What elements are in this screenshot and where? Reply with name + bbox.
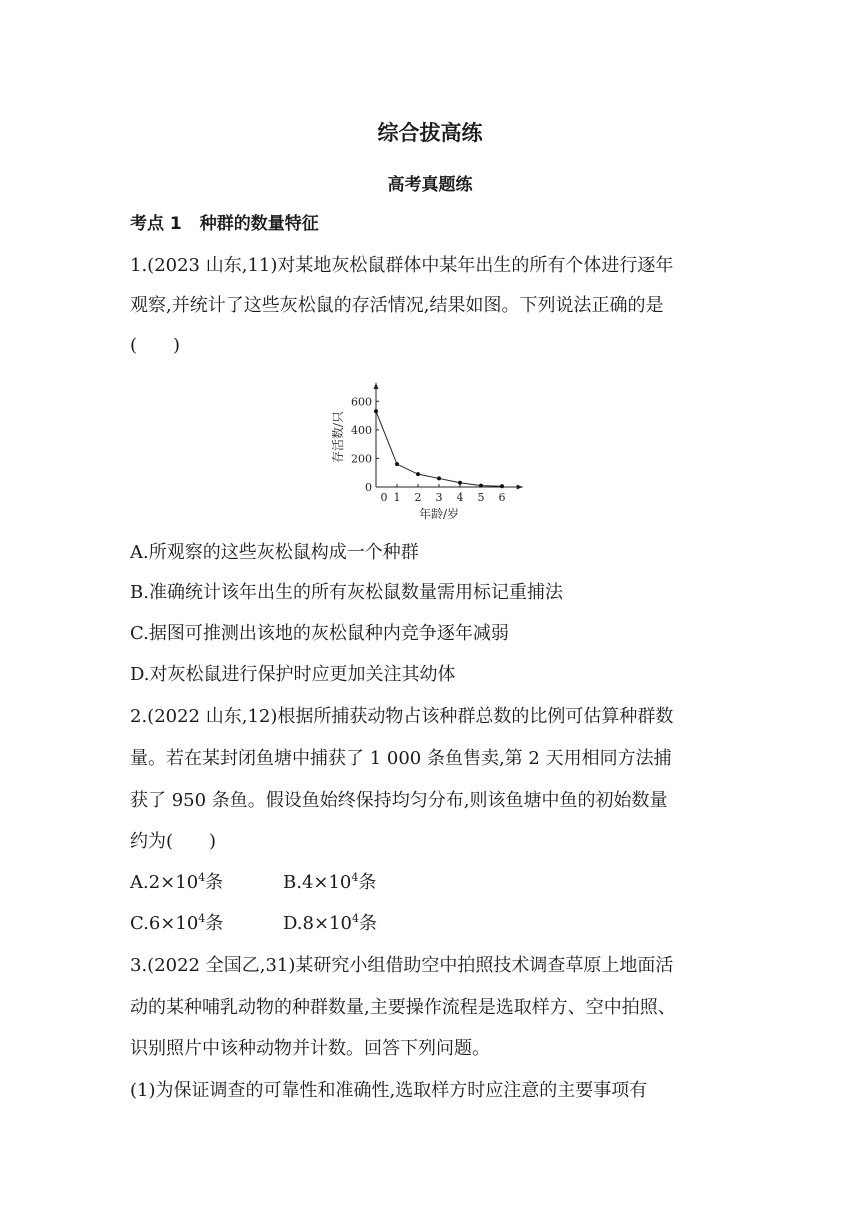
y-tick-label: 0 — [365, 481, 372, 494]
q1-option-c: C.据图可推测出该地的灰松鼠种内竞争逐年减弱 — [130, 623, 509, 644]
x-tick-label: 3 — [435, 491, 443, 504]
x-tick-label: 1 — [393, 491, 401, 504]
y-tick-label: 400 — [351, 423, 372, 437]
data-point — [500, 484, 504, 488]
section-name: 种群的数量特征 — [199, 214, 319, 234]
x-tick-label: 4 — [456, 491, 464, 504]
q3-stem-line-2: 动的某种哺乳动物的种群数量,主要操作流程是选取样方、空中拍照、 — [130, 997, 676, 1018]
q1-answer-blank: ( ) — [130, 335, 181, 356]
data-point — [458, 481, 462, 485]
x-tick-label: 2 — [414, 491, 422, 504]
q2-option-d: $D.8\times 10^4$条 — [283, 912, 377, 934]
q2-stem-line-3: 获了 950 条鱼。假设鱼始终保持均匀分布,则该鱼塘中鱼的初始数量 — [130, 790, 668, 811]
x-tick-label: 0 — [380, 491, 388, 504]
survival-chart — [326, 372, 536, 524]
q2-option-a: $A.2\times 10^4$条 — [130, 871, 224, 893]
x-tick-label: 5 — [477, 491, 485, 504]
q3-stem-line-3: 识别照片中该种动物并计数。回答下列问题。 — [130, 1038, 490, 1059]
q1-stem-line-1: 1.(2023 山东,11)对某地灰松鼠群体中某年出生的所有个体进行逐年 — [130, 255, 674, 276]
q2-option-c: $C.6\times 10^4$条 — [130, 912, 224, 934]
y-tick-label: 600 — [351, 395, 372, 409]
q2-option-b: $B.4\times 10^4$条 — [283, 871, 377, 893]
section-heading — [130, 209, 319, 234]
survival-line — [376, 411, 502, 486]
x-tick-label: 6 — [498, 491, 506, 504]
q1-option-a: A.所观察的这些灰松鼠构成一个种群 — [130, 542, 419, 563]
q1-option-d: D.对灰松鼠进行保护时应更加关注其幼体 — [130, 664, 456, 685]
x-axis-label: 年龄/岁 — [418, 507, 460, 521]
q3-stem-line-1: 3.(2022 全国乙,31)某研究小组借助空中拍照技术调查草原上地面活 — [130, 955, 674, 976]
data-point — [416, 472, 420, 476]
q2-stem-line-4: 约为( ) — [130, 831, 217, 852]
data-point — [437, 476, 441, 480]
y-axis-label: 存活数/只 — [331, 410, 345, 464]
q3-subquestion-1: (1)为保证调查的可靠性和准确性,选取样方时应注意的主要事项有 — [130, 1080, 648, 1101]
section-label: 考点 1 — [130, 214, 182, 234]
q1-option-b: B.准确统计该年出生的所有灰松鼠数量需用标记重捕法 — [130, 582, 563, 603]
q2-stem-line-1: 2.(2022 山东,12)根据所捕获动物占该种群总数的比例可估算种群数 — [130, 706, 674, 727]
page-title: 综合拔高练 — [377, 121, 483, 145]
page-subtitle: 高考真题练 — [387, 175, 473, 195]
q2-stem-line-2: 量。若在某封闭鱼塘中捕获了 1 000 条鱼售卖,第 2 天用相同方法捕 — [130, 748, 672, 769]
x-axis-arrow — [517, 485, 523, 490]
data-point — [479, 484, 483, 488]
data-point — [374, 409, 378, 413]
q1-stem-line-2: 观察,并统计了这些灰松鼠的存活情况,结果如图。下列说法正确的是 — [130, 295, 664, 316]
y-axis-arrow — [374, 383, 379, 389]
data-point — [395, 462, 399, 466]
y-tick-label: 200 — [351, 452, 372, 466]
